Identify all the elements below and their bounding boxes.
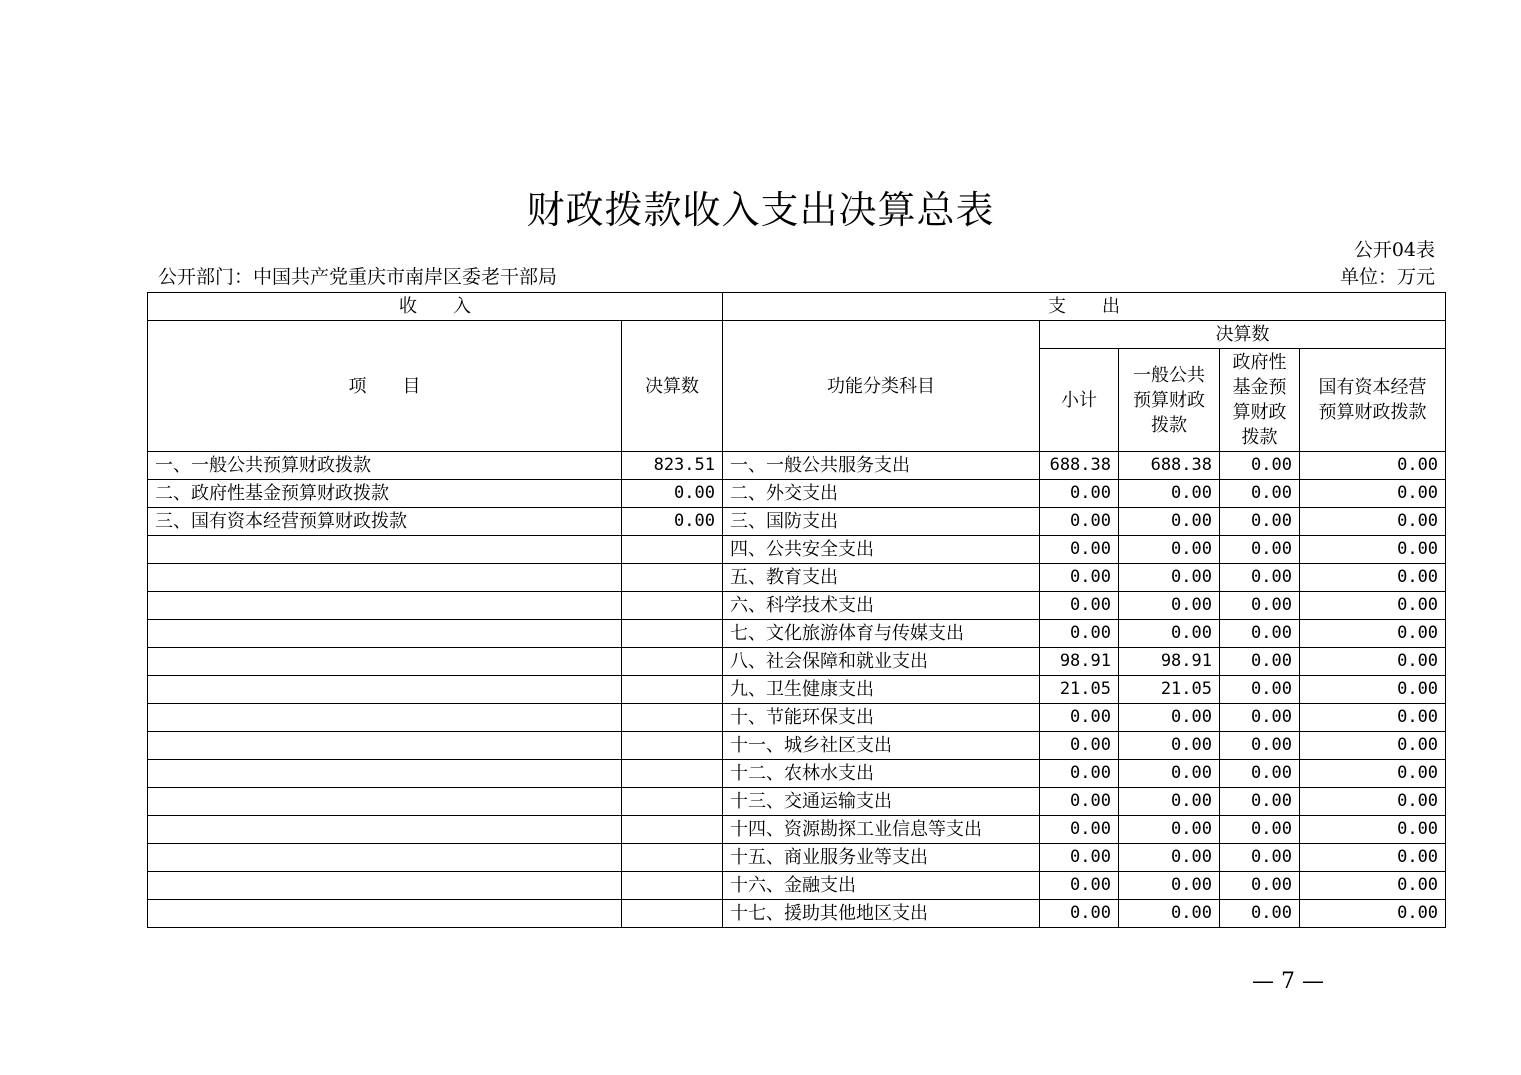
general-budget-cell: 0.00 <box>1119 816 1220 844</box>
subtotal-cell: 0.00 <box>1040 536 1119 564</box>
state-capital-cell: 0.00 <box>1300 760 1446 788</box>
income-item-cell <box>148 536 622 564</box>
table-row <box>148 788 1446 816</box>
state-capital-cell: 0.00 <box>1300 452 1446 480</box>
income-amount-cell <box>622 648 723 676</box>
expense-header: 支 出 <box>723 293 1446 321</box>
function-category-cell: 十六、金融支出 <box>723 872 1040 900</box>
state-capital-cell: 0.00 <box>1300 620 1446 648</box>
function-category-cell: 一、一般公共服务支出 <box>723 452 1040 480</box>
general-budget-cell: 0.00 <box>1119 900 1220 928</box>
gov-fund-cell: 0.00 <box>1220 452 1300 480</box>
function-category-cell: 十三、交通运输支出 <box>723 788 1040 816</box>
income-item-cell <box>148 788 622 816</box>
expense-amount-header: 决算数 <box>1040 321 1446 349</box>
state-capital-cell: 0.00 <box>1300 676 1446 704</box>
subtotal-cell: 0.00 <box>1040 900 1119 928</box>
state-capital-cell: 0.00 <box>1300 536 1446 564</box>
income-amount-cell <box>622 676 723 704</box>
income-item-cell: 二、政府性基金预算财政拨款 <box>148 480 622 508</box>
state-capital-cell: 0.00 <box>1300 592 1446 620</box>
income-amount-cell: 823.51 <box>622 452 723 480</box>
table-row <box>148 648 1446 676</box>
subtotal-cell: 0.00 <box>1040 564 1119 592</box>
function-category-cell: 八、社会保障和就业支出 <box>723 648 1040 676</box>
subtotal-cell: 0.00 <box>1040 592 1119 620</box>
table-row <box>148 872 1446 900</box>
gov-fund-cell: 0.00 <box>1220 676 1300 704</box>
general-budget-header: 一般公共预算财政拨款 <box>1119 349 1220 452</box>
subtotal-header: 小计 <box>1040 349 1119 452</box>
state-capital-header: 国有资本经营预算财政拨款 <box>1300 349 1446 452</box>
gov-fund-cell: 0.00 <box>1220 508 1300 536</box>
income-item-cell <box>148 732 622 760</box>
function-category-cell: 十四、资源勘探工业信息等支出 <box>723 816 1040 844</box>
subtotal-cell: 0.00 <box>1040 508 1119 536</box>
gov-fund-cell: 0.00 <box>1220 844 1300 872</box>
income-item-cell <box>148 872 622 900</box>
subtotal-cell: 0.00 <box>1040 620 1119 648</box>
subtotal-cell: 688.38 <box>1040 452 1119 480</box>
subtotal-cell: 0.00 <box>1040 788 1119 816</box>
general-budget-cell: 0.00 <box>1119 788 1220 816</box>
general-budget-cell: 0.00 <box>1119 620 1220 648</box>
function-category-cell: 十一、城乡社区支出 <box>723 732 1040 760</box>
gov-fund-cell: 0.00 <box>1220 592 1300 620</box>
income-amount-cell <box>622 788 723 816</box>
table-row <box>148 732 1446 760</box>
subtotal-cell: 98.91 <box>1040 648 1119 676</box>
function-category-cell: 九、卫生健康支出 <box>723 676 1040 704</box>
state-capital-cell: 0.00 <box>1300 816 1446 844</box>
table-row <box>148 564 1446 592</box>
general-budget-cell: 0.00 <box>1119 844 1220 872</box>
subtotal-cell: 0.00 <box>1040 732 1119 760</box>
subtotal-cell: 0.00 <box>1040 480 1119 508</box>
table-row <box>148 704 1446 732</box>
state-capital-cell: 0.00 <box>1300 648 1446 676</box>
general-budget-cell: 0.00 <box>1119 592 1220 620</box>
income-amount-cell <box>622 704 723 732</box>
gov-fund-cell: 0.00 <box>1220 788 1300 816</box>
table-row <box>148 508 1446 536</box>
page-title: 财政拨款收入支出决算总表 <box>526 188 995 232</box>
income-item-cell <box>148 620 622 648</box>
table-row <box>148 844 1446 872</box>
state-capital-cell: 0.00 <box>1300 844 1446 872</box>
function-category-header: 功能分类科目 <box>723 321 1040 452</box>
income-header: 收 入 <box>148 293 723 321</box>
state-capital-cell: 0.00 <box>1300 900 1446 928</box>
gov-fund-cell: 0.00 <box>1220 900 1300 928</box>
income-amount-cell <box>622 900 723 928</box>
general-budget-cell: 0.00 <box>1119 872 1220 900</box>
income-amount-cell <box>622 760 723 788</box>
subtotal-cell: 21.05 <box>1040 676 1119 704</box>
state-capital-cell: 0.00 <box>1300 788 1446 816</box>
income-item-cell <box>148 900 622 928</box>
general-budget-cell: 98.91 <box>1119 648 1220 676</box>
general-budget-cell: 688.38 <box>1119 452 1220 480</box>
function-category-cell: 七、文化旅游体育与传媒支出 <box>723 620 1040 648</box>
function-category-cell: 十五、商业服务业等支出 <box>723 844 1040 872</box>
function-category-cell: 五、教育支出 <box>723 564 1040 592</box>
gov-fund-cell: 0.00 <box>1220 816 1300 844</box>
subtotal-cell: 0.00 <box>1040 844 1119 872</box>
department-label: 公开部门：中国共产党重庆市南岸区委老干部局 <box>158 266 558 288</box>
table-row <box>148 816 1446 844</box>
income-item-cell <box>148 676 622 704</box>
subtotal-cell: 0.00 <box>1040 760 1119 788</box>
income-amount-cell <box>622 620 723 648</box>
function-category-cell: 十二、农林水支出 <box>723 760 1040 788</box>
header-row-1 <box>148 293 1446 321</box>
income-item-cell <box>148 592 622 620</box>
income-amount-header: 决算数 <box>622 321 723 452</box>
income-item-cell <box>148 564 622 592</box>
income-amount-cell <box>622 816 723 844</box>
general-budget-cell: 0.00 <box>1119 508 1220 536</box>
income-amount-cell <box>622 536 723 564</box>
function-category-cell: 四、公共安全支出 <box>723 536 1040 564</box>
table-row <box>148 480 1446 508</box>
function-category-cell: 三、国防支出 <box>723 508 1040 536</box>
income-amount-cell <box>622 564 723 592</box>
income-item-cell <box>148 816 622 844</box>
general-budget-cell: 0.00 <box>1119 536 1220 564</box>
gov-fund-cell: 0.00 <box>1220 732 1300 760</box>
state-capital-cell: 0.00 <box>1300 704 1446 732</box>
finance-summary-table <box>147 292 1446 928</box>
general-budget-cell: 0.00 <box>1119 760 1220 788</box>
general-budget-cell: 0.00 <box>1119 564 1220 592</box>
income-amount-cell <box>622 844 723 872</box>
gov-fund-cell: 0.00 <box>1220 760 1300 788</box>
gov-fund-header: 政府性基金预算财政拨款 <box>1220 349 1300 452</box>
gov-fund-cell: 0.00 <box>1220 872 1300 900</box>
header-row-2 <box>148 321 1446 349</box>
gov-fund-cell: 0.00 <box>1220 620 1300 648</box>
table-row <box>148 760 1446 788</box>
general-budget-cell: 0.00 <box>1119 480 1220 508</box>
table-row <box>148 452 1446 480</box>
income-item-cell <box>148 648 622 676</box>
income-item-cell <box>148 704 622 732</box>
income-amount-cell <box>622 732 723 760</box>
gov-fund-cell: 0.00 <box>1220 648 1300 676</box>
page-number: — 7 — <box>1252 969 1324 994</box>
gov-fund-cell: 0.00 <box>1220 536 1300 564</box>
income-amount-cell <box>622 592 723 620</box>
gov-fund-cell: 0.00 <box>1220 564 1300 592</box>
state-capital-cell: 0.00 <box>1300 732 1446 760</box>
table-row <box>148 536 1446 564</box>
income-item-cell <box>148 844 622 872</box>
item-header: 项 目 <box>148 321 622 452</box>
income-amount-cell: 0.00 <box>622 480 723 508</box>
income-item-cell: 三、国有资本经营预算财政拨款 <box>148 508 622 536</box>
table-row <box>148 900 1446 928</box>
subtotal-cell: 0.00 <box>1040 704 1119 732</box>
unit-label: 单位：万元 <box>1339 266 1435 288</box>
state-capital-cell: 0.00 <box>1300 508 1446 536</box>
gov-fund-cell: 0.00 <box>1220 704 1300 732</box>
state-capital-cell: 0.00 <box>1300 480 1446 508</box>
table-row <box>148 592 1446 620</box>
general-budget-cell: 0.00 <box>1119 704 1220 732</box>
general-budget-cell: 21.05 <box>1119 676 1220 704</box>
form-number: 公开04表 <box>1353 239 1435 261</box>
income-amount-cell <box>622 872 723 900</box>
function-category-cell: 六、科学技术支出 <box>723 592 1040 620</box>
subtotal-cell: 0.00 <box>1040 872 1119 900</box>
function-category-cell: 二、外交支出 <box>723 480 1040 508</box>
table-row <box>148 676 1446 704</box>
state-capital-cell: 0.00 <box>1300 872 1446 900</box>
income-item-cell: 一、一般公共预算财政拨款 <box>148 452 622 480</box>
subtotal-cell: 0.00 <box>1040 816 1119 844</box>
income-amount-cell: 0.00 <box>622 508 723 536</box>
table-row <box>148 620 1446 648</box>
general-budget-cell: 0.00 <box>1119 732 1220 760</box>
income-item-cell <box>148 760 622 788</box>
function-category-cell: 十七、援助其他地区支出 <box>723 900 1040 928</box>
gov-fund-cell: 0.00 <box>1220 480 1300 508</box>
function-category-cell: 十、节能环保支出 <box>723 704 1040 732</box>
state-capital-cell: 0.00 <box>1300 564 1446 592</box>
